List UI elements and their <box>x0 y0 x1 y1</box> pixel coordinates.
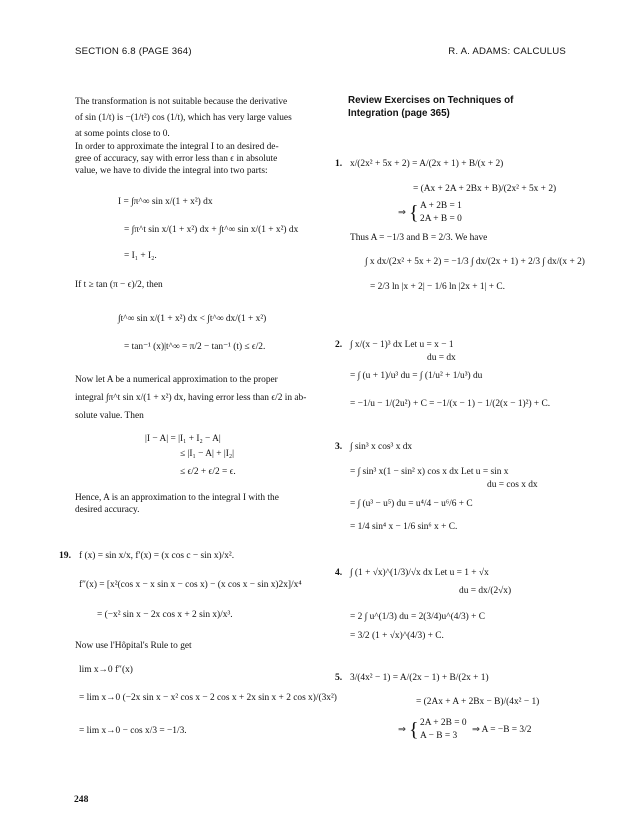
equation-error-line1: |I − A| = |I₁ + I₂ − A| <box>145 434 221 444</box>
exercise-19-limit-line2: = lim x→0 (−2x sin x − x² cos x − 2 cos x + 2x sin x + 2 cos x)/(3x²) <box>79 693 337 703</box>
exercise-5-line1: 3/(4x² − 1) = A/(2x − 1) + B/(2x + 1) <box>350 673 489 683</box>
exercise-3-line4: = ∫ (u³ − u⁵) du = u⁴/4 − u⁶/6 + C <box>350 499 473 509</box>
exercise-5-system-line2: A − B = 3 <box>420 731 458 741</box>
approx-line: solute value. Then <box>75 411 144 422</box>
exercise-19-limit-line1: lim x→0 f″(x) <box>79 665 133 675</box>
intro-paragraph <box>75 96 307 177</box>
exercise-5-number: 5. <box>335 672 343 683</box>
exercise-1-line2: = (Ax + 2A + 2Bx + B)/(2x² + 5x + 2) <box>413 184 557 194</box>
exercise-2-line1: ∫ x/(x − 1)³ dx Let u = x − 1 <box>350 340 454 350</box>
conclusion-paragraph <box>75 492 307 516</box>
exercise-19-number: 19. <box>59 550 71 561</box>
exercise-5-system-line1: 2A + 2B = 0 <box>420 718 467 728</box>
intro-line: value, we have to divide the integral into two parts: <box>75 166 268 177</box>
exercise-4-line4: = 3/2 (1 + √x)^(4/3) + C. <box>350 631 444 641</box>
approx-line: integral ∫π^t sin x/(1 + x²) dx, having error less than ϵ/2 in ab- <box>75 393 307 404</box>
exercise-2-line2: du = dx <box>427 353 456 363</box>
exercise-3-line2: = ∫ sin³ x(1 − sin² x) cos x dx Let u = sin x <box>350 467 509 477</box>
if-condition-line: If t ≥ tan (π − ϵ)/2, then <box>75 280 163 290</box>
equation-error-line3: ≤ ϵ/2 + ϵ/2 = ϵ. <box>180 467 236 477</box>
exercise-4-line2: du = dx/(2√x) <box>459 586 512 596</box>
exercise-5-result: ⇒ A = −B = 3/2 <box>472 725 532 735</box>
exercise-2-line4: = −1/u − 1/(2u²) + C = −1/(x − 1) − 1/(2(x − 1)²) + C. <box>350 399 551 409</box>
exercise-2-number: 2. <box>335 339 343 350</box>
lhopital-line: Now use l'Hôpital's Rule to get <box>75 641 192 651</box>
section-title <box>348 95 513 120</box>
exercise-3-line3: du = cos x dx <box>487 480 538 490</box>
exercise-4-line3: = 2 ∫ u^(1/3) du = 2(3/4)u^(4/3) + C <box>350 612 486 622</box>
exercise-5-implies: ⇒ <box>398 725 406 735</box>
exercise-1-implies: ⇒ <box>398 208 406 218</box>
equation-bound-line1: ∫t^∞ sin x/(1 + x²) dx < ∫t^∞ dx/(1 + x²) <box>118 314 267 324</box>
exercise-4-line1: ∫ (1 + √x)^(1/3)/√x dx Let u = 1 + √x <box>350 568 489 578</box>
intro-line: at some points close to 0. <box>75 129 170 140</box>
exercise-1-integral-line1: ∫ x dx/(2x² + 5x + 2) = −1/3 ∫ dx/(2x + 1) + 2/3 ∫ dx/(x + 2) <box>365 257 585 267</box>
running-header-left: SECTION 6.8 (PAGE 364) <box>75 46 192 57</box>
approx-line: Now let A be a numerical approximation to the proper <box>75 375 278 385</box>
section-title-line: Integration (page 365) <box>348 107 450 119</box>
exercise-3-number: 3. <box>335 441 343 452</box>
equation-bound-line2: = tan⁻¹ (x)|t^∞ = π/2 − tan⁻¹ (t) ≤ ϵ/2. <box>124 342 266 352</box>
intro-line: The transformation is not suitable because the derivative <box>75 97 288 107</box>
equation-I-line3: = I₁ + I₂. <box>124 251 157 261</box>
exercise-19-line2: f″(x) = [x²(cos x − x sin x − cos x) − (x cos x − sin x)2x]/x⁴ <box>79 580 302 590</box>
exercise-19-limit-line3: = lim x→0 − cos x/3 = −1/3. <box>79 726 187 736</box>
exercise-1-system-line2: 2A + B = 0 <box>420 214 462 224</box>
exercise-1-brace: { <box>409 202 419 224</box>
exercise-2-line3: = ∫ (u + 1)/u³ du = ∫ (1/u² + 1/u³) du <box>350 371 483 381</box>
exercise-3-line5: = 1/4 sin⁴ x − 1/6 sin⁶ x + C. <box>350 522 458 532</box>
exercise-5-brace: { <box>409 719 419 741</box>
exercise-1-number: 1. <box>335 158 343 169</box>
equation-error-line2: ≤ |I₁ − A| + |I₂| <box>180 449 234 459</box>
exercise-3-line1: ∫ sin³ x cos³ x dx <box>350 442 413 452</box>
exercise-1-thus: Thus A = −1/3 and B = 2/3. We have <box>350 233 488 243</box>
exercise-1-system-line1: A + 2B = 1 <box>420 201 462 211</box>
intro-line: In order to approximate the integral I to an desired de- <box>75 141 279 152</box>
running-header-right: R. A. ADAMS: CALCULUS <box>448 46 566 57</box>
section-title-line: Review Exercises on Techniques of <box>348 95 514 106</box>
exercise-5-line2: = (2Ax + A + 2Bx − B)/(4x² − 1) <box>416 697 540 707</box>
intro-line: gree of accuracy, say with error less than ϵ in absolute <box>75 153 278 164</box>
equation-I-line1: I = ∫π^∞ sin x/(1 + x²) dx <box>118 197 213 207</box>
equation-I-line2: = ∫π^t sin x/(1 + x²) dx + ∫t^∞ sin x/(1 + x²) dx <box>124 225 299 235</box>
approx-paragraph <box>75 374 307 423</box>
page-number: 248 <box>74 794 89 805</box>
exercise-19-line1: f (x) = sin x/x, f′(x) = (x cos c − sin x)/x². <box>79 551 235 561</box>
exercise-1-integral-line2: = 2/3 ln |x + 2| − 1/6 ln |2x + 1| + C. <box>370 282 505 292</box>
exercise-4-number: 4. <box>335 567 343 578</box>
exercise-19-line3: = (−x² sin x − 2x cos x + 2 sin x)/x³. <box>97 610 233 620</box>
conclusion-line: desired accuracy. <box>75 505 140 516</box>
conclusion-line: Hence, A is an approximation to the integral I with the <box>75 493 279 503</box>
exercise-1-line1: x/(2x² + 5x + 2) = A/(2x + 1) + B/(x + 2) <box>350 159 504 169</box>
intro-line: of sin (1/t) is −(1/t²) cos (1/t), which has very large values <box>75 113 292 124</box>
